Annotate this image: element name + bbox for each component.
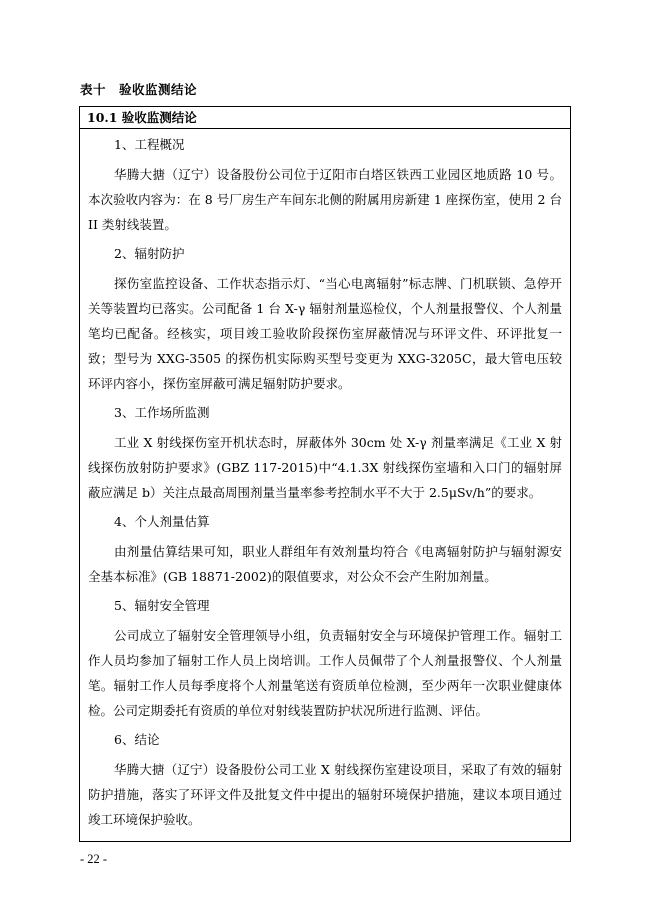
paragraph-radiation-protection: 探伤室监控设备、工作状态指示灯、“当心电离辐射”标志牌、门机联锁、急停开关等装置均已落实。公司配备 1 台 X-γ 辐射剂量巡检仪，个人剂量报警仪、个人剂量笔均已配备。经核实，项目竣工验收阶段探伤室屏蔽情况与环评文件、环评批复一致；型号为 XXG-3505 的探伤机实际购买型号变更为 XXG-3205C，最大管电压较环评内容小，探伤室屏蔽可满足辐射防护要求。	[88, 276, 562, 391]
paragraph-conclusion: 华腾大搪（辽宁）设备股份公司工业 X 射线探伤室建设项目，采取了有效的辐射防护措施，落实了环评文件及批复文件中提出的辐射环境保护措施，建议本项目通过竣工环境保护验收。	[88, 762, 562, 827]
conclusion-table	[79, 106, 571, 842]
subheading-overview: 1、工程概况	[114, 137, 185, 152]
subheading-conclusion: 6、结论	[114, 732, 160, 747]
paragraph-overview: 华腾大搪（辽宁）设备股份公司位于辽阳市白塔区铁西工业园区地质路 10 号。本次验收内容为：在 8 号厂房生产车间东北侧的附属用房新建 1 座探伤室，使用 2 台 II 类射线装置。	[88, 167, 562, 232]
subheading-dose-estimation: 4、个人剂量估算	[114, 514, 210, 529]
page-number: - 22 -	[80, 852, 108, 866]
paragraph-safety-management: 公司成立了辐射安全管理领导小组，负责辐射安全与环境保护管理工作。辐射工作人员均参加了辐射工作人员上岗培训。工作人员佩带了个人剂量报警仪、个人剂量笔。辐射工作人员每季度将个人剂量笔送有资质单位检测，至少两年一次职业健康体检。公司定期委托有资质的单位对射线装置防护状况所进行监测、评估。	[88, 628, 562, 718]
paragraph-dose-estimation: 由剂量估算结果可知，职业人群组年有效剂量均符合《电离辐射防护与辐射源安全基本标准》(GB 18871-2002)的限值要求，对公众不会产生附加剂量。	[88, 544, 562, 584]
paragraph-workplace-monitoring: 工业 X 射线探伤室开机状态时，屏蔽体外 30cm 处 X-γ 剂量率满足《工业 X 射线探伤放射防护要求》(GBZ 117-2015)中“4.1.3X 射线探伤室墙和入口门的辐射屏蔽应满足 b）关注点最高周围剂量当量率参考控制水平不大于 2.5μSv/h”的要求。	[88, 435, 562, 500]
subheading-radiation-protection: 2、辐射防护	[114, 246, 185, 261]
conclusion-content	[80, 129, 570, 832]
subheading-safety-management: 5、辐射安全管理	[114, 598, 210, 613]
section-heading: 10.1 验收监测结论	[80, 107, 570, 129]
subheading-workplace-monitoring: 3、工作场所监测	[114, 405, 210, 420]
table-title: 表十 验收监测结论	[80, 82, 198, 97]
